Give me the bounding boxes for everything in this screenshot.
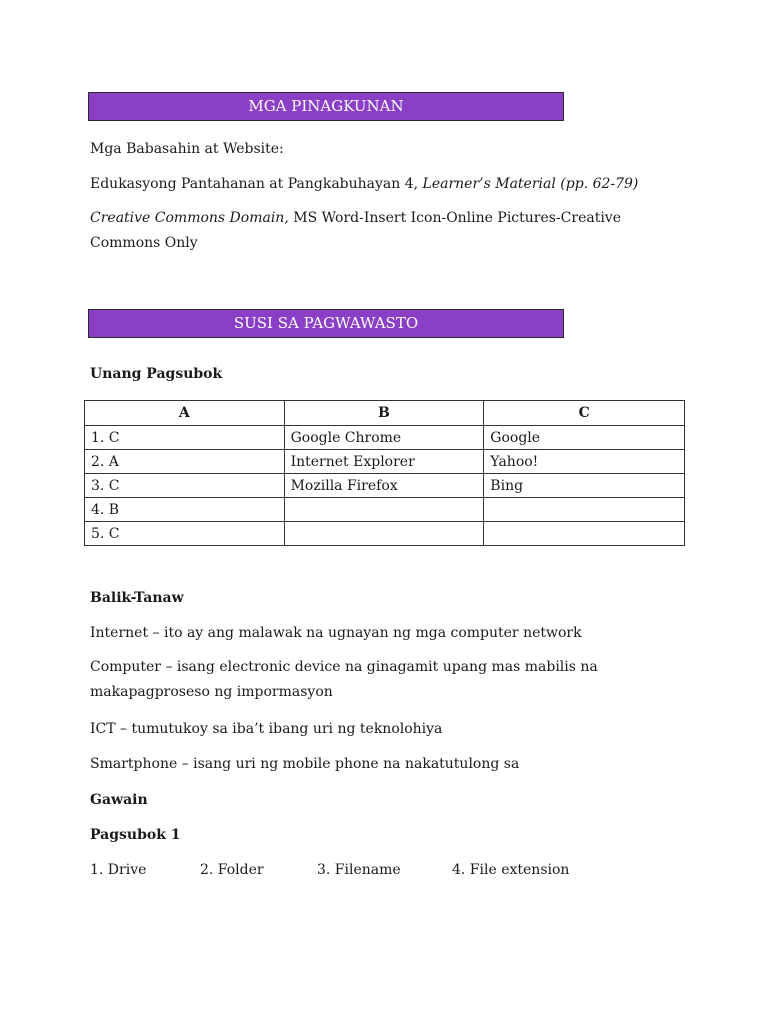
answer-item: 2. Folder (200, 862, 264, 878)
table-cell: Bing (484, 474, 685, 498)
table-row (85, 426, 685, 450)
answer-item: 1. Drive (90, 862, 147, 878)
table-row (85, 474, 685, 498)
table-cell: Google Chrome (284, 426, 484, 450)
answer-table (84, 400, 685, 546)
sources-intro: Mga Babasahin at Website: (90, 141, 284, 157)
table-row (85, 450, 685, 474)
definition-ict: ICT – tumutukoy sa iba’t ibang uri ng teknolohiya (90, 721, 443, 737)
cc-reference (90, 206, 670, 256)
table-cell (284, 522, 484, 546)
column-header-c: C (484, 401, 685, 426)
column-header-a: A (85, 401, 285, 426)
table-cell: 5. C (85, 522, 285, 546)
sources-banner: MGA PINAGKUNAN (88, 92, 564, 121)
column-header-b: B (284, 401, 484, 426)
table-cell: 2. A (85, 450, 285, 474)
definition-smartphone: Smartphone – isang uri ng mobile phone na nakatutulong sa (90, 756, 520, 772)
book-title: Edukasyong Pantahanan at Pangkabuhayan 4, (90, 176, 419, 192)
table-cell (484, 522, 685, 546)
gawain-title: Gawain (90, 792, 148, 808)
table-row (85, 498, 685, 522)
answer-item: 4. File extension (452, 862, 570, 878)
cc-details: MS Word-Insert Icon-Online Pictures-Creative Commons Only (90, 210, 622, 251)
definition-internet: Internet – ito ay ang malawak na ugnayan ng mga computer network (90, 625, 582, 641)
table-cell: Yahoo! (484, 450, 685, 474)
cc-domain: Creative Commons Domain, (90, 210, 289, 226)
pagsubok-1-title: Pagsubok 1 (90, 827, 181, 843)
table-cell: Mozilla Firefox (284, 474, 484, 498)
book-material: Learner’s Material (pp. 62-79) (422, 176, 639, 192)
answer-item: 3. Filename (317, 862, 401, 878)
balik-tanaw-title: Balik-Tanaw (90, 590, 184, 606)
book-reference (90, 174, 638, 194)
answer-key-banner: SUSI SA PAGWAWASTO (88, 309, 564, 338)
table-cell (284, 498, 484, 522)
unang-pagsubok-title: Unang Pagsubok (90, 366, 223, 382)
table-cell: 3. C (85, 474, 285, 498)
table-cell: Internet Explorer (284, 450, 484, 474)
table-row (85, 522, 685, 546)
definition-computer: Computer – isang electronic device na ginagamit upang mas mabilis na makapagproseso ng impormasyon (90, 659, 598, 700)
table-cell: 1. C (85, 426, 285, 450)
table-cell (484, 498, 685, 522)
table-cell: Google (484, 426, 685, 450)
table-cell: 4. B (85, 498, 285, 522)
table-header-row (85, 401, 685, 426)
